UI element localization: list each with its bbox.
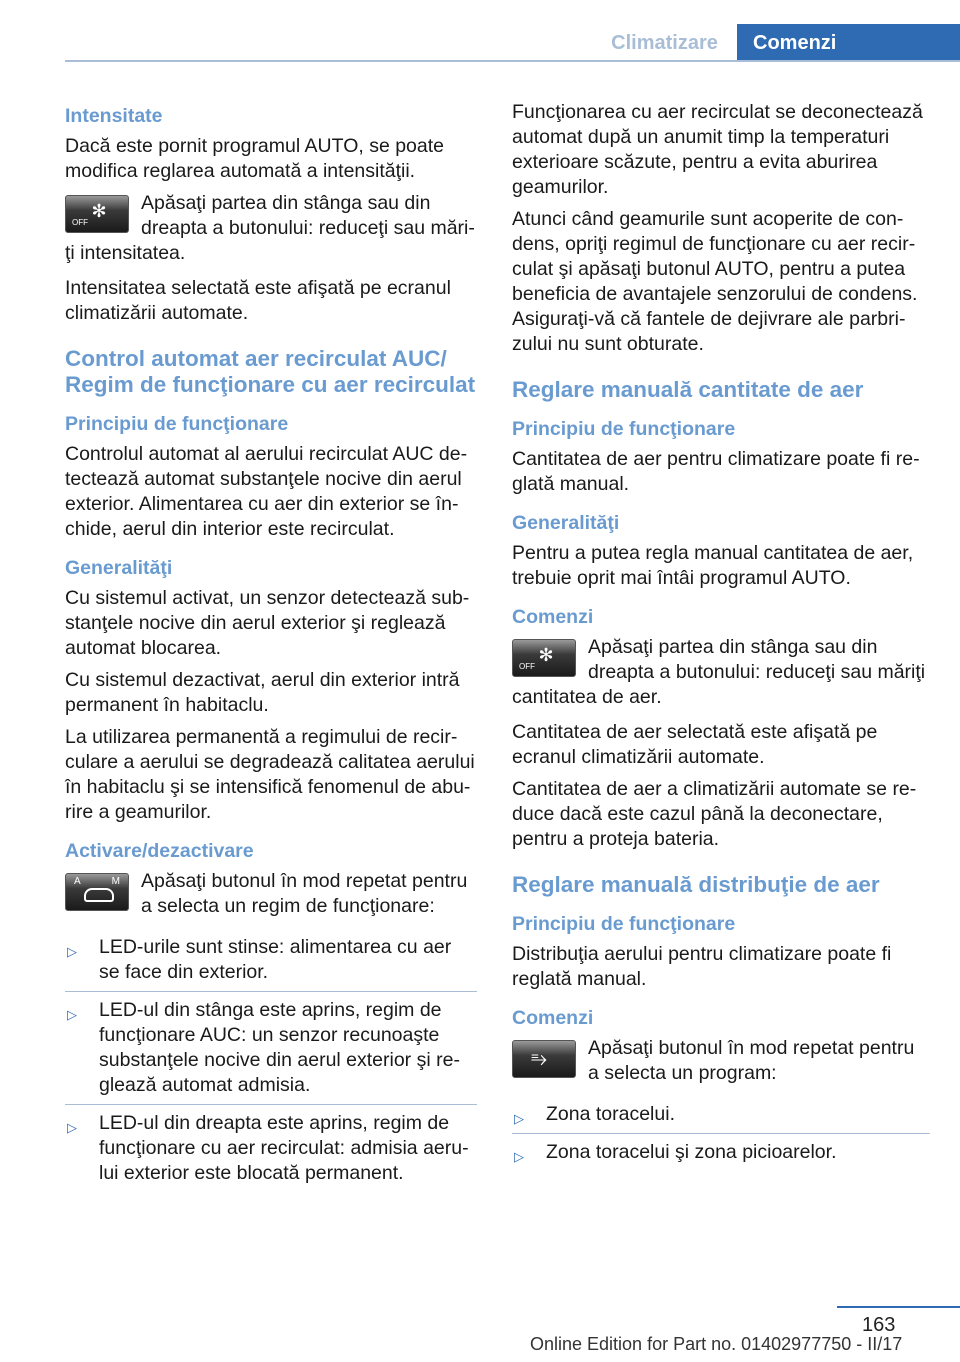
- instruction-with-button: [65, 869, 477, 919]
- paragraph: Controlul automat al aerului recirculat AUC detectează automat substanţele nocive din aerul exterior. Alimentarea cu aer din exterior se închide, aerul din interior este recirculat.: [65, 443, 468, 540]
- heading-auc: Control automat aer recirculat AUC/ Regim de funcţionare cu aer recirculat: [65, 346, 476, 397]
- footer-divider: [837, 1306, 960, 1308]
- heading-principiu: Principiu de funcţionare: [512, 913, 736, 935]
- off-label: OFF: [519, 662, 535, 671]
- paragraph: Cu sistemul activat, un senzor detectează substanţele nocive din aerul exterior şi reglează automat blocarea.: [65, 587, 470, 659]
- bullet-icon: ▷: [67, 944, 77, 959]
- paragraph: Dacă este pornit programul AUTO, se poate modifica reglarea automată a intensităţii.: [65, 135, 445, 182]
- paragraph: Apăsaţi partea din stânga sau din dreapta a butonului: reduceţi sau măriţi cantitatea de aer.: [512, 636, 926, 708]
- page-header: [0, 0, 960, 62]
- heading-principiu: Principiu de funcţionare: [512, 418, 736, 440]
- paragraph: Cantitatea de aer a climatizării automate se reduce dacă este cazul până la deconectare, pentru a proteja bateria.: [512, 778, 917, 850]
- off-label: OFF: [72, 218, 88, 227]
- header-divider: [65, 60, 960, 62]
- fan-button-image: [512, 639, 576, 677]
- heading-comenzi: Comenzi: [512, 1007, 594, 1029]
- bullet-icon: ▷: [67, 1007, 77, 1022]
- page-number: 163: [862, 1314, 896, 1336]
- list-item: ▷ LED-ul din stânga este aprins, regim de funcţionare AUC: un senzor recunoaşte substanţele nocive din aerul exterior şi reglează automat admisia.: [65, 991, 477, 1104]
- paragraph: Pentru a putea regla manual cantitatea de aer, trebuie oprit mai întâi programul AUTO.: [512, 542, 914, 589]
- paragraph: Cantitatea de aer selectată este afişată pe ecranul climatizării automate.: [512, 721, 878, 768]
- list-item: ▷ LED-ul din dreapta este aprins, regim de funcţionare cu aer recirculat: admisia aerului exterior este blocată permanent.: [65, 1104, 477, 1192]
- heading-activare: Activare/dezactivare: [65, 840, 254, 862]
- list-item: ▷ Zona toracelui şi zona picioarelor.: [512, 1133, 930, 1171]
- instruction-with-button: [512, 635, 930, 710]
- paragraph: Cu sistemul dezactivat, aerul din exterior intră permanent în habitaclu.: [65, 669, 460, 716]
- heading-distributie: Reglare manuală distribuţie de aer: [512, 872, 880, 897]
- heading-generalitati: Generalităţi: [512, 512, 620, 534]
- tab-climatizare[interactable]: Climatizare: [611, 32, 718, 54]
- bullet-list: [512, 1096, 930, 1171]
- auc-m-label: M: [111, 876, 120, 887]
- paragraph: Apăsaţi partea din stânga sau din dreapta a butonului: reduceţi sau măriţi intensitatea.: [65, 192, 475, 264]
- tab-comenzi[interactable]: Comenzi: [737, 24, 960, 62]
- paragraph: Intensitatea selectată este afişată pe ecranul climatizării automate.: [65, 277, 451, 324]
- left-column: [65, 100, 477, 1192]
- paragraph: Apăsaţi butonul în mod repetat pentru a selecta un program:: [588, 1037, 915, 1084]
- bullet-icon: ▷: [67, 1120, 77, 1135]
- list-item: ▷ LED-urile sunt stinse: alimentarea cu aer se face din exterior.: [67, 936, 452, 983]
- list-item: ▷ Zona toracelui.: [512, 1096, 930, 1133]
- right-column: [512, 100, 930, 1171]
- heading-generalitati: Generalităţi: [65, 557, 173, 579]
- car-recirculation-icon: [84, 888, 114, 902]
- paragraph: Funcţionarea cu aer recirculat se deconectează automat după un anumit timp la temperaturi exterioare scăzute, pentru a evita aburirea geamurilor.: [512, 101, 923, 198]
- instruction-with-button: [512, 1036, 930, 1086]
- footer-edition: Online Edition for Part no. 01402977750 - II/17: [530, 1334, 903, 1354]
- heading-intensitate: Intensitate: [65, 105, 163, 127]
- heading-principiu: Principiu de funcţionare: [65, 413, 289, 435]
- heading-cantitate: Reglare manuală cantitate de aer: [512, 377, 864, 402]
- air-distribution-icon: ⥱: [531, 1048, 547, 1070]
- instruction-with-button: [65, 191, 477, 266]
- bullet-icon: ▷: [514, 1111, 524, 1126]
- paragraph: Cantitatea de aer pentru climatizare poate fi reglată manual.: [512, 448, 920, 495]
- recirculation-button-image: [65, 873, 129, 911]
- paragraph: Distribuţia aerului pentru climatizare poate fi reglată manual.: [512, 943, 892, 990]
- air-distribution-button-image: [512, 1040, 576, 1078]
- paragraph: Apăsaţi butonul în mod repetat pentru a selecta un regim de funcţionare:: [141, 870, 468, 917]
- auc-a-label: A: [74, 876, 81, 887]
- heading-comenzi: Comenzi: [512, 606, 594, 628]
- bullet-list: [65, 929, 477, 1192]
- paragraph: La utilizarea permanentă a regimului de recirculare a aerului se degradează calitatea aerului în habitaclu şi se intensifică fenomenul de aburire a geamurilor.: [65, 726, 475, 823]
- paragraph: Atunci când geamurile sunt acoperite de condens, opriţi regimul de funcţionare cu aer recirculat şi apăsaţi butonul AUTO, pentru a putea beneficia de avantajele senzorului de condens. Asiguraţi-vă că fantele de dejivrare ale parbrizului nu sunt obturate.: [512, 208, 918, 355]
- fan-icon: ✻: [538, 645, 554, 665]
- fan-icon: ✻: [91, 201, 107, 221]
- fan-button-image: [65, 195, 129, 233]
- bullet-icon: ▷: [514, 1149, 524, 1164]
